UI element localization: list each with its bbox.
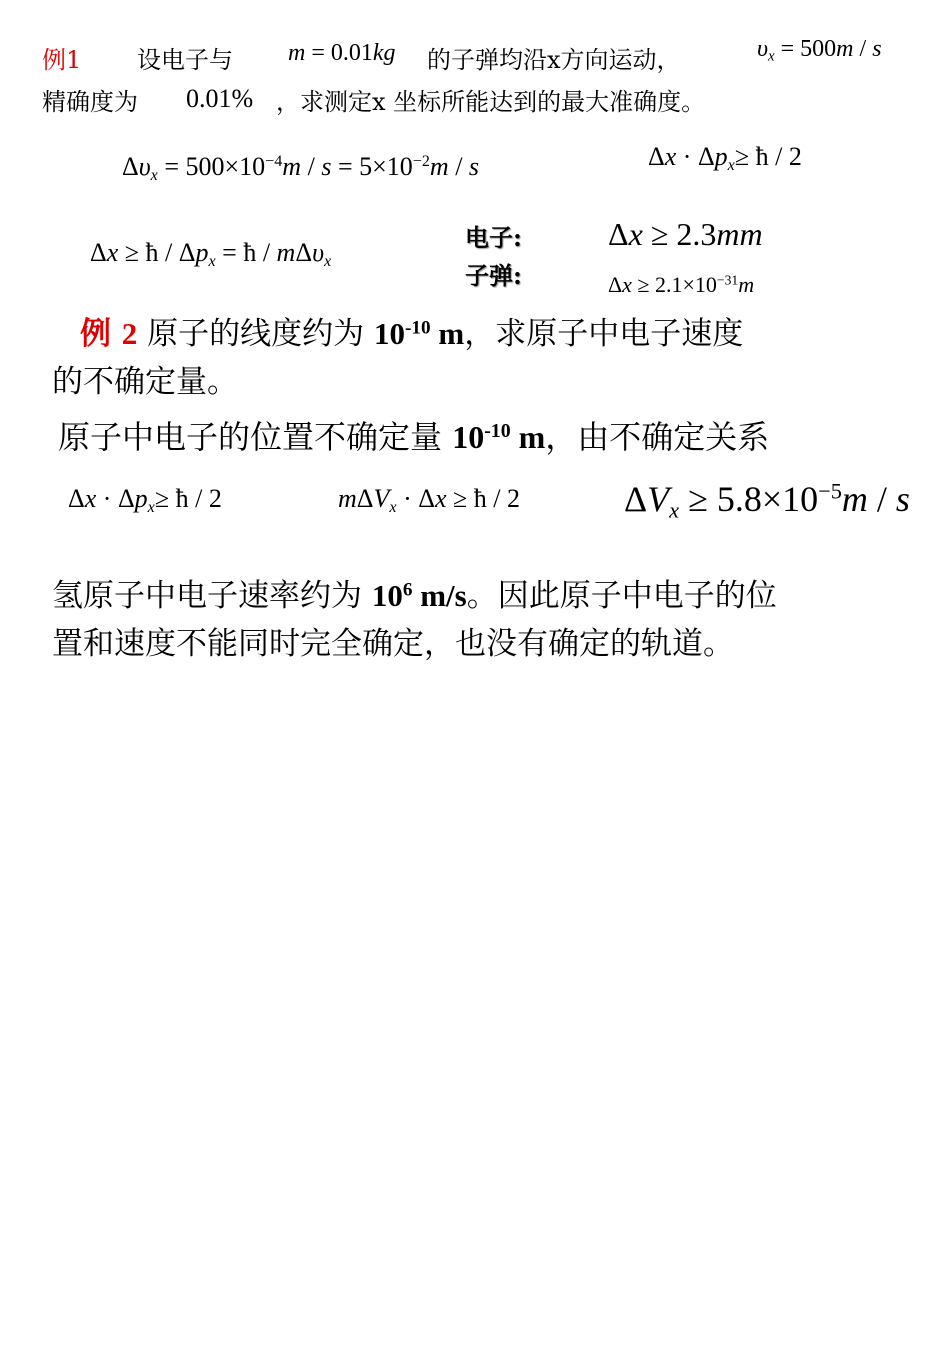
example2-line1: 例 2 原子的线度约为 $10^{-10}$ m，求原子中电子速度 <box>80 316 744 352</box>
precision-value: 0.01% <box>186 84 254 113</box>
conclusion-line1: 氢原子中电子速率约为 $10^6$ m/s。因此原子中电子的位 <box>52 578 777 614</box>
delta-v-equation: $\Delta\upsilon_x = 500\times 10^{-4}m / s = 5\times 10^{-2}m / s$ <box>122 152 480 184</box>
example1-label: 例1 <box>42 46 82 74</box>
bullet-label: 子弹: <box>465 261 522 290</box>
example2-line2: 的不确定量。 <box>52 364 238 400</box>
electron-label: 电子: <box>465 223 522 252</box>
velocity-expression: $\upsilon_x = 500m / s$ <box>757 36 882 65</box>
example1-text-part3: 精确度为 <box>42 88 138 116</box>
electron-result: Δx ≥ 2.3mm <box>608 216 763 252</box>
velocity-uncertainty-result: $\Delta V_x \ge 5.8\times 10^{-5}m / s$ <box>624 478 910 523</box>
example1-text-part4: ，求测定x 坐标所能达到的最大准确度。 <box>276 88 706 116</box>
example1-text-part1: 设电子与 <box>137 46 233 74</box>
conclusion-line2: 置和速度不能同时完全确定，也没有确定的轨道。 <box>52 626 734 662</box>
mass-expression: m = 0.01kg <box>288 40 396 66</box>
example2-line3: 原子中电子的位置不确定量 $10^{-10}$ m，由不确定关系 <box>58 418 770 456</box>
velocity-uncertainty-relation: mΔV$_x$ · Δx ≥ ħ / 2 <box>338 484 520 516</box>
uncertainty-relation: $\Delta x \cdot \Delta p_x\ge$ ħ / 2 <box>648 142 802 174</box>
example1-text-part2: 的子弹均沿x方向运动， <box>427 46 681 74</box>
delta-x-equation: Δx ≥ ħ / $\Delta p_x$ = ħ / mΔυ$_x$ <box>90 238 332 270</box>
uncertainty-relation-2: $\Delta x \cdot \Delta p_x\ge$ ħ / 2 <box>68 484 222 516</box>
bullet-result: $\Delta x \ge 2.1\times 10^{-31}m$ <box>608 272 755 297</box>
